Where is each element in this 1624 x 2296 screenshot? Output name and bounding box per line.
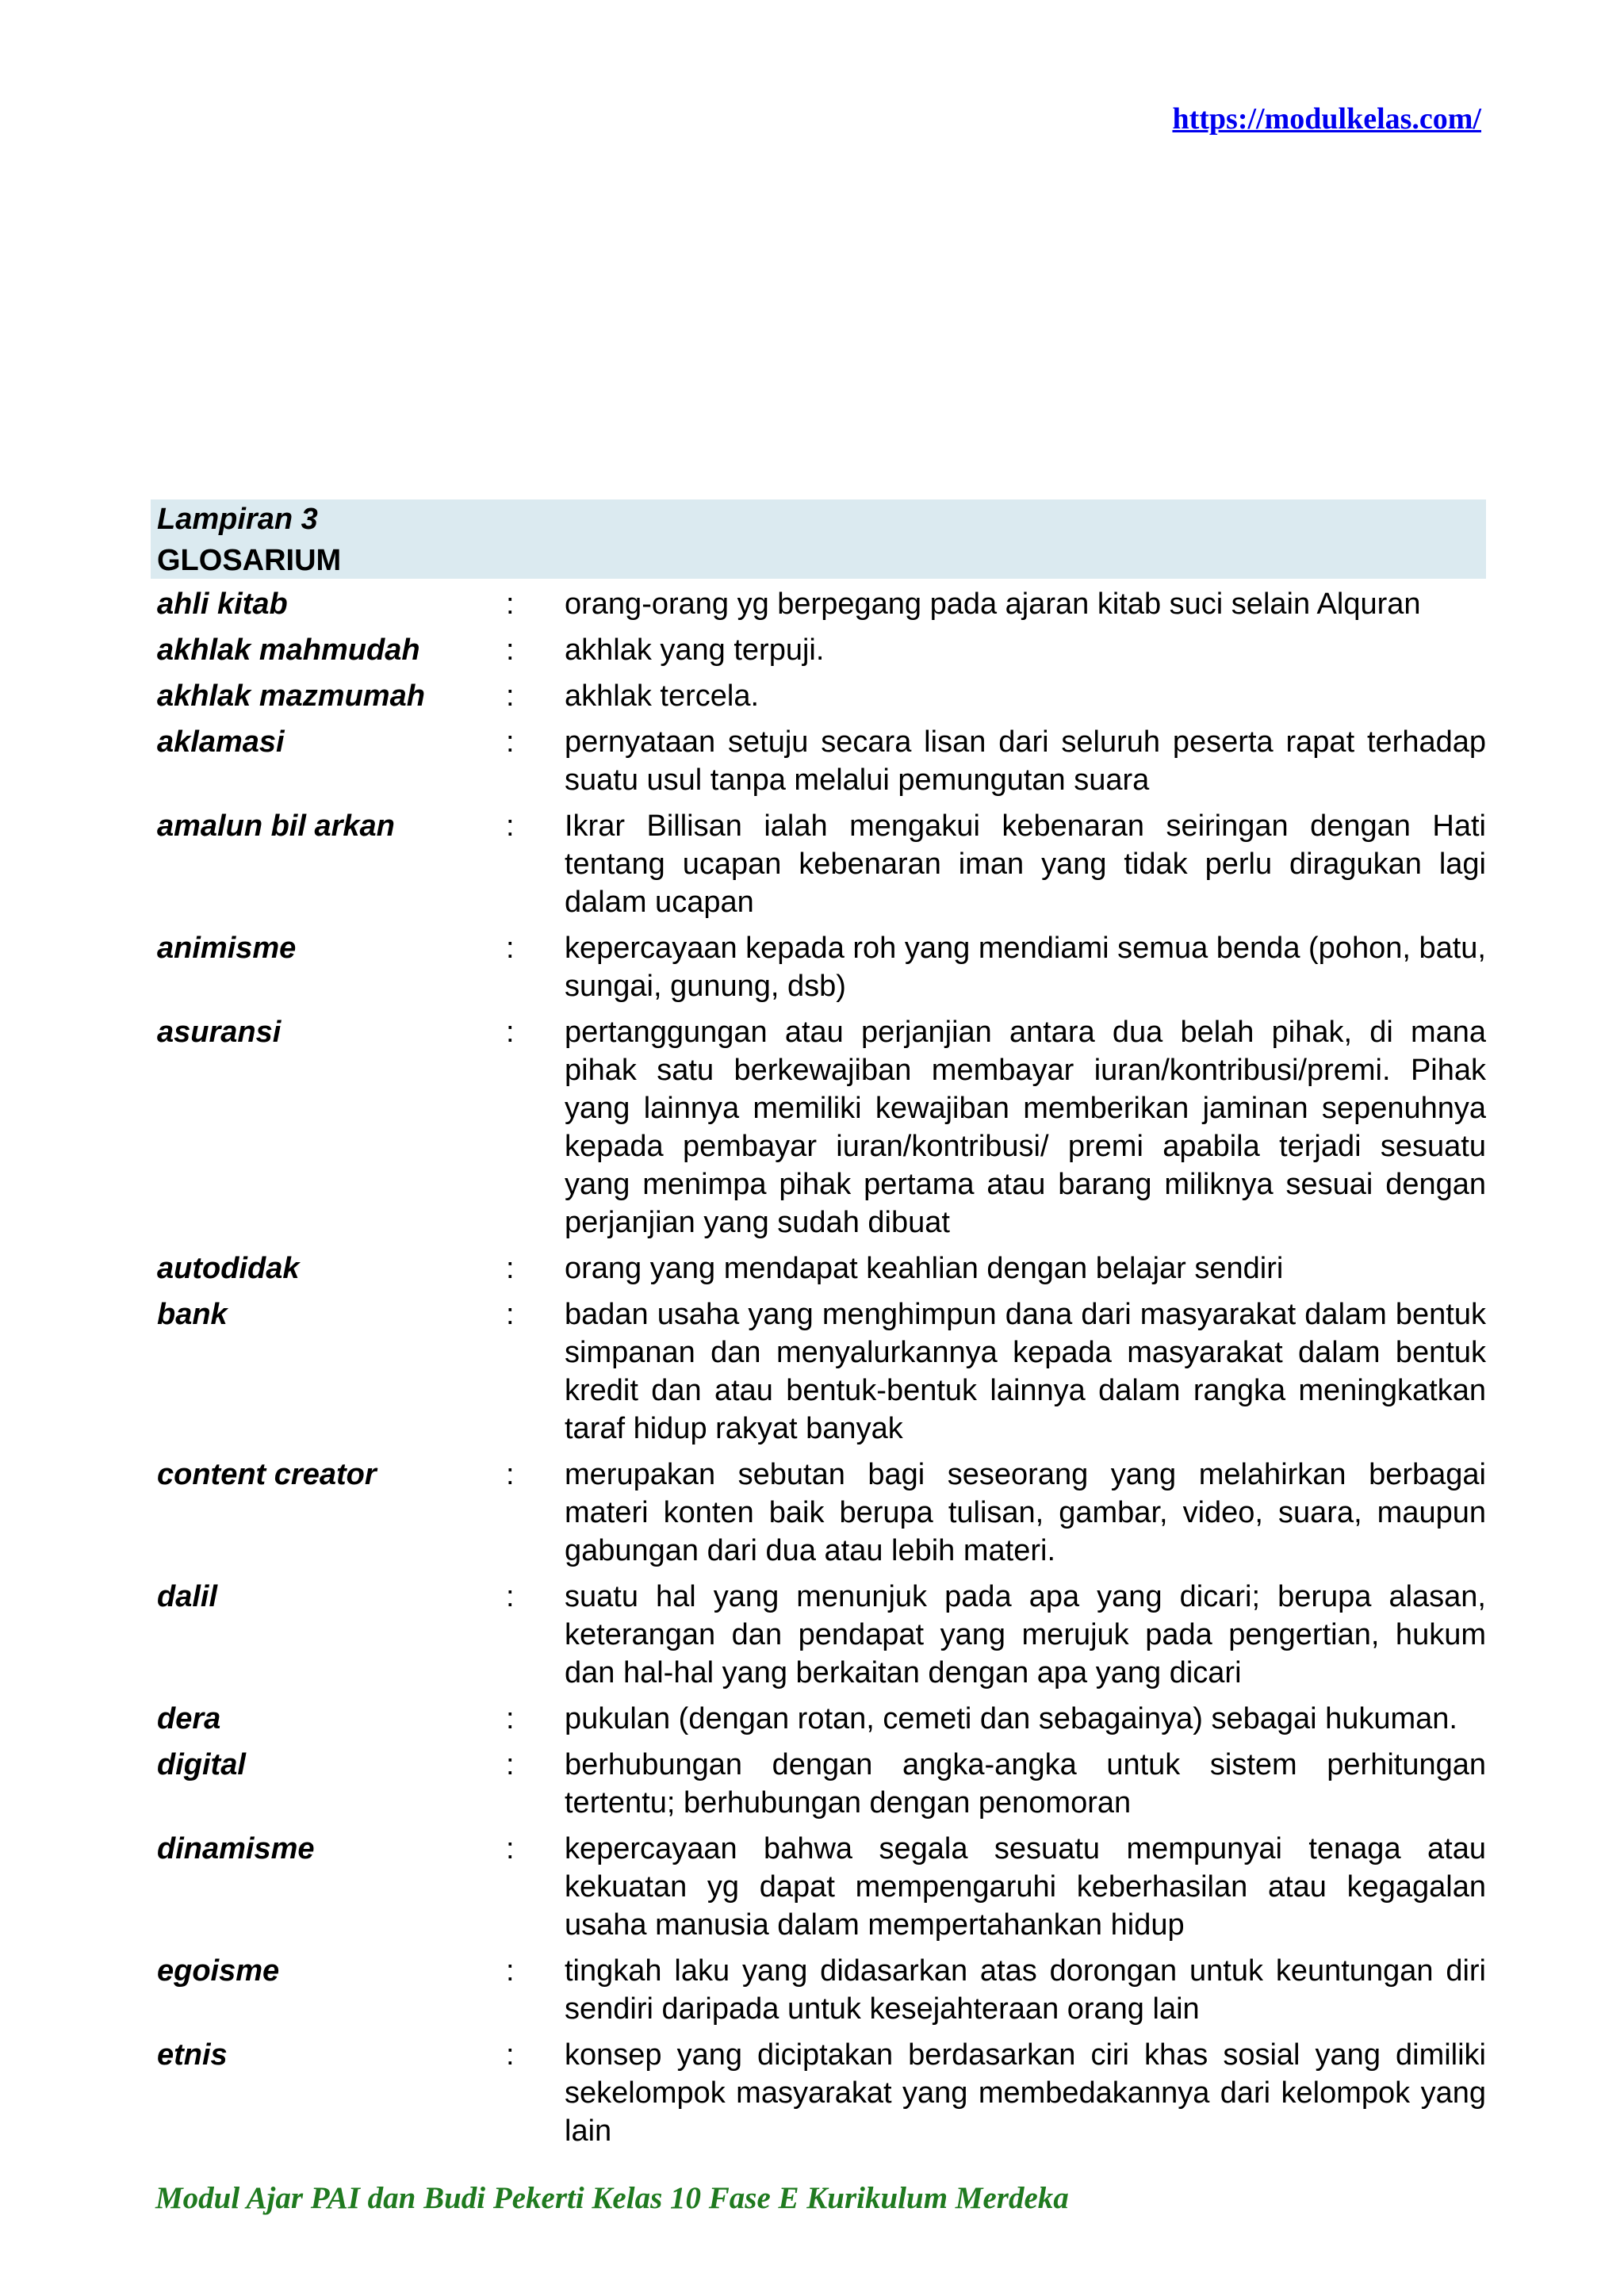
- glossary-term: aklamasi: [157, 725, 285, 759]
- glossary-term: egoisme: [157, 1954, 280, 1988]
- glossary-entry: [157, 1249, 1486, 1288]
- glossary-definition: akhlak tercela.: [565, 679, 760, 713]
- glossary-separator: :: [506, 1016, 515, 1049]
- header-url-link[interactable]: https://modulkelas.com/: [1172, 102, 1481, 136]
- glossary-separator: :: [506, 587, 515, 621]
- glossary-term: akhlak mahmudah: [157, 633, 420, 667]
- glossary-entry: [157, 1700, 1486, 1738]
- glossary-definition: pernyataan setuju secara lisan dari seluruh peserta rapat terhadap suatu usul tanpa melalui pemungutan suara: [565, 725, 1486, 797]
- glossary-entry: [157, 631, 1486, 669]
- glossary-entry: [157, 1746, 1486, 1822]
- glossary-definition: orang-orang yg berpegang pada ajaran kitab suci selain Alquran: [565, 587, 1421, 621]
- glossary-entry: [157, 807, 1486, 921]
- glossary-term: akhlak mazmumah: [157, 679, 425, 713]
- glossary-separator: :: [506, 633, 515, 667]
- appendix-label: Lampiran 3: [157, 503, 318, 536]
- glossary-definition: orang yang mendapat keahlian dengan belajar sendiri: [565, 1252, 1284, 1285]
- glossary-definition: Ikrar Billisan ialah mengakui kebenaran seiringan dengan Hati tentang ucapan kebenaran iman yang tidak perlu diragukan lagi dalam ucapan: [565, 809, 1486, 919]
- glossary-entry: [157, 1013, 1486, 1242]
- glossary-entry: [157, 1830, 1486, 1944]
- glossary-separator: :: [506, 809, 515, 843]
- glossary-separator: :: [506, 1702, 515, 1735]
- glossary-definition: berhubungan dengan angka-angka untuk sistem perhitungan tertentu; berhubungan dengan penomoran: [565, 1748, 1486, 1820]
- glossary-definition: merupakan sebutan bagi seseorang yang melahirkan berbagai materi konten baik berupa tulisan, gambar, video, suara, maupun gabungan dari dua atau lebih materi.: [565, 1458, 1486, 1567]
- glossary-term: dinamisme: [157, 1832, 315, 1866]
- glossary-term: asuransi: [157, 1016, 282, 1049]
- glossary-entry: [157, 1578, 1486, 1692]
- glossary-entry: [157, 2036, 1486, 2150]
- glossary-term: content creator: [157, 1458, 377, 1491]
- glossary-heading: GLOSARIUM: [157, 544, 342, 577]
- glossary-definition: tingkah laku yang didasarkan atas dorongan untuk keuntungan diri sendiri daripada untuk kesejahteraan orang lain: [565, 1954, 1486, 2026]
- glossary-separator: :: [506, 1298, 515, 1331]
- glossary-separator: :: [506, 2038, 515, 2072]
- glossary-entry: [157, 1295, 1486, 1448]
- glossary-definition: akhlak yang terpuji.: [565, 633, 825, 667]
- glossary-term: animisme: [157, 932, 297, 965]
- glossary-separator: :: [506, 1458, 515, 1491]
- glossary-entry: [157, 677, 1486, 715]
- glossary-list: [157, 585, 1486, 2158]
- glossary-term: digital: [157, 1748, 246, 1781]
- glossary-term: bank: [157, 1298, 228, 1331]
- glossary-entry: [157, 929, 1486, 1005]
- glossary-term: etnis: [157, 2038, 228, 2072]
- glossary-title-box: [151, 499, 1486, 579]
- glossary-separator: :: [506, 679, 515, 713]
- glossary-definition: konsep yang diciptakan berdasarkan ciri khas sosial yang dimiliki sekelompok masyarakat yang membedakannya dari kelompok yang lain: [565, 2038, 1486, 2148]
- glossary-term: dera: [157, 1702, 221, 1735]
- glossary-definition: kepercayaan kepada roh yang mendiami semua benda (pohon, batu, sungai, gunung, dsb): [565, 932, 1486, 1003]
- glossary-entry: [157, 585, 1486, 623]
- glossary-separator: :: [506, 1954, 515, 1988]
- glossary-definition: pertanggungan atau perjanjian antara dua belah pihak, di mana pihak satu berkewajiban membayar iuran/kontribusi/premi. Pihak yang lainnya memiliki kewajiban memberikan jaminan sepenuhnya kepada pembayar iuran/kontribusi/ premi apabila terjadi sesuatu yang menimpa pihak pertama atau barang miliknya sesuai dengan perjanjian yang sudah dibuat: [565, 1016, 1486, 1239]
- glossary-entry: [157, 723, 1486, 799]
- glossary-term: autodidak: [157, 1252, 300, 1285]
- glossary-separator: :: [506, 1252, 515, 1285]
- glossary-separator: :: [506, 725, 515, 759]
- glossary-term: ahli kitab: [157, 587, 288, 621]
- glossary-entry: [157, 1952, 1486, 2028]
- glossary-entry: [157, 1456, 1486, 1570]
- glossary-separator: :: [506, 932, 515, 965]
- glossary-separator: :: [506, 1580, 515, 1613]
- glossary-definition: pukulan (dengan rotan, cemeti dan sebagainya) sebagai hukuman.: [565, 1702, 1457, 1735]
- glossary-definition: kepercayaan bahwa segala sesuatu mempunyai tenaga atau kekuatan yg dapat mempengaruhi keberhasilan atau kegagalan usaha manusia dalam mempertahankan hidup: [565, 1832, 1486, 1942]
- glossary-separator: :: [506, 1748, 515, 1781]
- footer-text: Modul Ajar PAI dan Budi Pekerti Kelas 10 Fase E Kurikulum Merdeka: [155, 2181, 1069, 2215]
- glossary-definition: suatu hal yang menunjuk pada apa yang dicari; berupa alasan, keterangan dan pendapat yang merujuk pada pengertian, hukum dan hal-hal yang berkaitan dengan apa yang dicari: [565, 1580, 1486, 1689]
- glossary-separator: :: [506, 1832, 515, 1866]
- glossary-term: dalil: [157, 1580, 218, 1613]
- glossary-definition: badan usaha yang menghimpun dana dari masyarakat dalam bentuk simpanan dan menyalurkannya kepada masyarakat dalam bentuk kredit dan atau bentuk-bentuk lainnya dalam rangka meningkatkan taraf hidup rakyat banyak: [565, 1298, 1486, 1445]
- glossary-term: amalun bil arkan: [157, 809, 395, 843]
